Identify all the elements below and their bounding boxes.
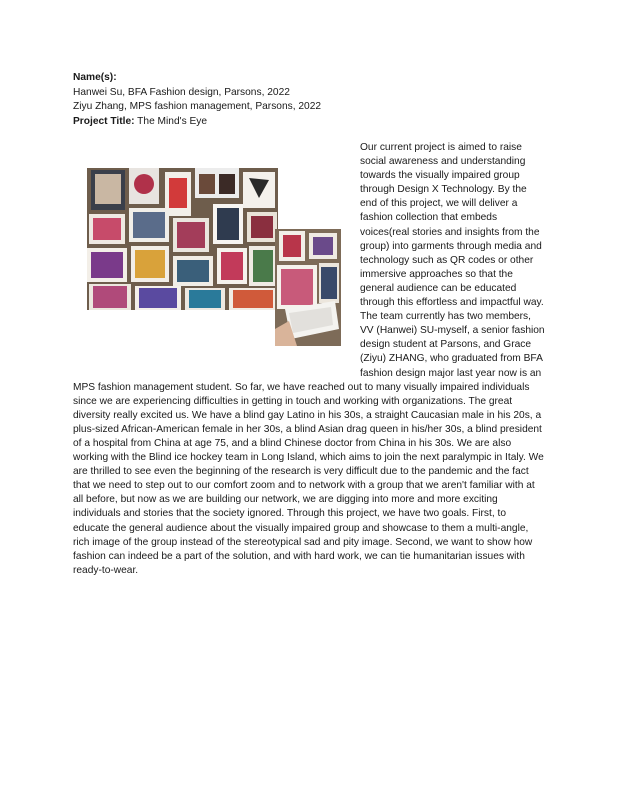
project-title-line [73, 115, 553, 130]
name-line-1: Hanwei Su, BFA Fashion design, Parsons, 2022 [73, 86, 290, 98]
names-label: Name(s): [73, 72, 117, 83]
project-title: The Mind's Eye [134, 115, 208, 127]
body-text-block [73, 141, 545, 578]
project-title-label: Project Title: [73, 115, 135, 127]
moodboard-collage-image [73, 168, 360, 374]
name-line-2: Ziyu Zhang, MPS fashion management, Parsons, 2022 [73, 101, 322, 113]
header-block [73, 71, 553, 129]
collage-main-photo [87, 168, 278, 310]
collage-main-graphic [87, 168, 278, 310]
collage-side-photo [275, 229, 341, 346]
collage-side-graphic [275, 229, 341, 346]
project-description-paragraph: Our current project is aimed to raise social awareness and understanding towards the visually impaired group through Design X Technology. By the end of this project, we will deliver a fashion collection that embeds voices(real stories and insights from the group) into garments through media and technology such as QR codes or other immersive approaches so that the general audience can be educated through this effortless and impactful way. The team currently has two members, VV (Hanwei) SU-myself, a senior fashion design student at Parsons, and Grace (Ziyu) ZHANG, who graduated from BFA fashion design major last year now is an MPS fashion management student. So far, we have reached out to many visually impaired individuals since we are experiencing difficulties in getting in touch and working with organizations. The great diversity really excited us. We have a blind gay Latino in his 30s, a straight Caucasian male in his 20s, a plus-sized African-American female in her 30s, a blind Asian drag queen in his/her 30s, a blind president of a hospital from China at age 75, and a blind Chinese doctor from China in his 30s. We are also working with the Blind ice hockey team in Long Island, which aims to join the next paralympic in Italy. We are thrilled to see even the beginning of the research is very difficult due to the pandemic and the fact that we need to step out to our comfort zoom and to network with a group that we aren't familiar with at all before, but now as we are building our network, we are digging into more and more exciting individuals and stories that the society ignored. Through this project, we have two goals. First, to educate the general audience about the visually impaired group and showcase to them a multi-angle, rich image of the group instead of the stereotypical sad and pity image. Second, we want to show how fashion can indeed be a part of the solution, and with hard work, we can tie humanitarian issues with ready-to-wear. [73, 142, 545, 576]
